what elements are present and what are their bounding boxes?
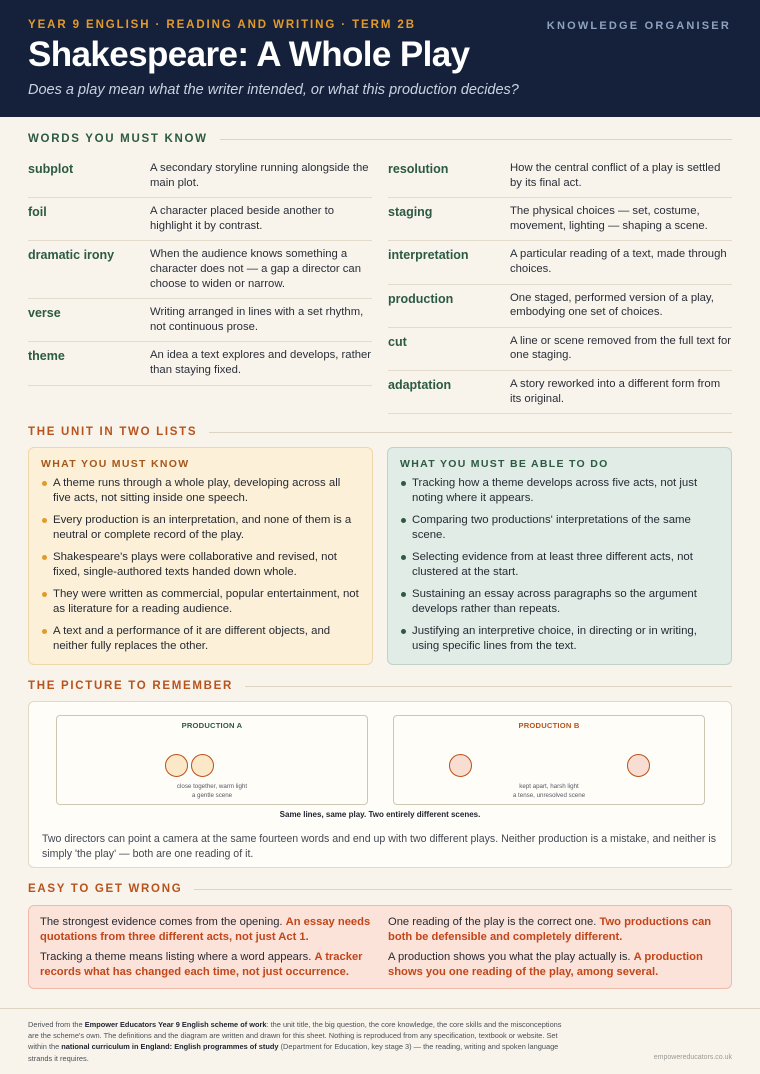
list-item-text: A text and a performance of it are different objects, and neither fully replaces the other.: [53, 625, 331, 652]
misconception-text: Tracking a theme means listing where a word appears.: [40, 951, 312, 963]
correction-text: A production shows you one reading of the play, among several.: [388, 951, 703, 978]
vocab-row: [388, 285, 732, 328]
vocab-row: [388, 155, 732, 198]
must-do-list: [400, 476, 719, 654]
correction-text: An essay needs quotations from three different acts, not just Act 1.: [40, 916, 371, 943]
bullet-icon: [401, 629, 406, 634]
list-item-text: Justifying an interpretive choice, in directing or in writing, using specific lines from the text.: [412, 625, 697, 652]
misconception-text: The strongest evidence comes from the opening.: [40, 916, 283, 928]
vocab-term: verse: [28, 306, 61, 321]
production-b-frame: [393, 715, 705, 805]
vocab-row: [388, 371, 732, 414]
vocab-column-left: [28, 155, 372, 414]
must-do-panel: [387, 447, 732, 665]
source-text: (Department for Education, key stage 3) — the reading, writing and spoken language strands it requires.: [28, 1042, 559, 1063]
diagram-explanation: Two directors can point a camera at the same fourteen words and end up with two different plays. Neither production is a mistake, and neither is simply 'the play' — both are one reading of it.: [42, 833, 717, 860]
production-a-caption: [57, 782, 367, 800]
production-a-frame: [56, 715, 368, 805]
list-item-text: A theme runs through a whole play, developing across all five acts, not sitting inside one speech.: [53, 477, 341, 504]
vocab-term: cut: [388, 334, 407, 349]
must-do-title: WHAT YOU MUST BE ABLE TO DO: [400, 458, 609, 470]
bullet-icon: [42, 629, 47, 634]
divider: [209, 432, 732, 433]
list-item: [41, 587, 360, 617]
bullet-icon: [401, 592, 406, 597]
production-b-caption-line: a tense, unresolved scene: [512, 792, 586, 799]
vocab-definition: A character placed beside another to highlight it by contrast.: [150, 205, 335, 232]
unit-section-heading: [28, 426, 732, 438]
vocab-row: [28, 241, 372, 299]
vocab-term: dramatic irony: [28, 248, 115, 263]
diagram-caption: Same lines, same play. Two entirely different scenes.: [279, 810, 481, 819]
list-item: [41, 550, 360, 580]
must-know-list: [41, 476, 360, 654]
bullet-icon: [42, 518, 47, 523]
vocab-row: [28, 198, 372, 241]
list-item: [41, 513, 360, 543]
vocab-row: [388, 241, 732, 284]
list-item-text: Sustaining an essay across paragraphs so the argument develops rather than repeats.: [412, 588, 697, 615]
vocab-definition: One staged, performed version of a play, embodying one set of choices.: [510, 291, 714, 319]
list-item-text: Tracking how a theme develops across five acts, not just noting where it appears.: [412, 477, 698, 504]
character-circle-icon: [165, 754, 188, 777]
list-item: [41, 476, 360, 506]
website-link[interactable]: empowereducators.co.uk: [653, 1054, 732, 1061]
vocab-term: adaptation: [388, 377, 452, 392]
source-note: [28, 1019, 573, 1064]
list-item: [400, 513, 719, 543]
bullet-icon: [42, 555, 47, 560]
vocab-term: production: [388, 291, 454, 306]
divider: [220, 139, 732, 140]
source-scheme-name: Empower Educators Year 9 English scheme of work: [84, 1020, 267, 1029]
vocab-row: [388, 328, 732, 371]
vocab-definition: A line or scene removed from the full text for one staging.: [510, 334, 732, 362]
list-item: [400, 476, 719, 506]
vocab-definition: A story reworked into a different form from its original.: [510, 377, 721, 405]
document-type-label: KNOWLEDGE ORGANISER: [546, 20, 731, 32]
list-item-text: Comparing two productions' interpretations of the same scene.: [412, 514, 691, 541]
divider: [245, 686, 732, 687]
footer-divider: [0, 1008, 760, 1009]
picture-diagram-card: [28, 701, 732, 868]
production-b-caption-line: kept apart, harsh light: [519, 783, 579, 790]
list-item: [41, 624, 360, 654]
character-circle-icon: [449, 754, 472, 777]
production-b-caption: [394, 782, 704, 800]
unit-heading-label: THE UNIT IN TWO LISTS: [28, 426, 198, 438]
bullet-icon: [401, 555, 406, 560]
must-know-title: WHAT YOU MUST KNOW: [41, 458, 190, 470]
vocab-term: resolution: [388, 162, 449, 176]
picture-section-heading: [28, 680, 732, 692]
source-text: : the unit title, the big question, the core knowledge, the core skills and the misconceptions are the scheme's own. The definitions and the diagram are written and drawn for this sheet. Nothing is reproduced from any specification, textbook or website. Set within the: [28, 1020, 562, 1052]
list-item: [400, 624, 719, 654]
vocab-row: [28, 155, 372, 198]
vocab-heading-label: WORDS YOU MUST KNOW: [28, 133, 208, 145]
bullet-icon: [401, 518, 406, 523]
vocab-term: foil: [28, 205, 47, 220]
misconceptions-panel: [28, 905, 732, 989]
vocab-term: theme: [28, 349, 65, 364]
header-banner: [0, 0, 760, 117]
picture-heading-label: THE PICTURE TO REMEMBER: [28, 680, 234, 692]
vocab-definition: How the central conflict of a play is settled by its final act.: [510, 162, 721, 189]
list-item: [400, 587, 719, 617]
page-title: Shakespeare: A Whole Play: [28, 35, 470, 74]
vocab-definition: The physical choices — set, costume, movement, lighting — shaping a scene.: [510, 205, 708, 232]
list-item-text: Every production is an interpretation, and none of them is a neutral or complete record of the play.: [53, 514, 352, 541]
vocab-definition: A particular reading of a text, made through choices.: [510, 248, 727, 275]
misconception-item: [388, 950, 728, 979]
curriculum-name: national curriculum in England: English programmes of study: [61, 1042, 279, 1052]
bullet-icon: [401, 481, 406, 486]
list-item-text: They were written as commercial, popular entertainment, not as literature for a reading audience.: [53, 588, 359, 615]
vocab-term: staging: [388, 205, 433, 220]
list-item-text: Shakespeare's plays were collaborative and revised, not fixed, single-authored texts handed down whole.: [53, 551, 337, 578]
vocab-definition: Writing arranged in lines with a set rhythm, not continuous prose.: [150, 306, 364, 333]
misconception-item: [388, 915, 728, 944]
vocab-term: interpretation: [388, 248, 469, 263]
production-b-title: PRODUCTION B: [518, 721, 580, 730]
character-circle-icon: [627, 754, 650, 777]
vocab-column-right: [388, 155, 732, 414]
list-item-text: Selecting evidence from at least three different acts, not clustered at the start.: [412, 551, 693, 578]
source-text: Derived from the: [28, 1020, 85, 1029]
vocab-table: [28, 155, 732, 414]
misconception-text: One reading of the play is the correct one.: [388, 916, 597, 928]
big-question: Does a play mean what the writer intended, or what this production decides?: [28, 82, 519, 98]
production-a-caption-line: a gentle scene: [191, 792, 233, 799]
correction-text: Two productions can both be defensible and completely different.: [388, 916, 712, 943]
wrong-section-heading: [28, 883, 732, 895]
misconception-text: A production shows you what the play actually is.: [388, 951, 631, 963]
divider: [194, 889, 732, 890]
production-a-caption-line: close together, warm light: [176, 783, 248, 790]
correction-text: A tracker records what has changed each time, not just occurrence.: [40, 951, 363, 978]
vocab-definition: A secondary storyline running alongside the main plot.: [150, 162, 369, 189]
bullet-icon: [42, 481, 47, 486]
list-item: [400, 550, 719, 580]
must-know-panel: [28, 447, 373, 665]
misconception-item: [40, 950, 380, 979]
vocab-definition: An idea a text explores and develops, rather than staying fixed.: [150, 349, 372, 376]
bullet-icon: [42, 592, 47, 597]
course-eyebrow: YEAR 9 ENGLISH · READING AND WRITING · TERM 2B: [28, 19, 416, 31]
vocab-row: [28, 299, 372, 342]
vocab-term: subplot: [28, 162, 74, 176]
production-a-title: PRODUCTION A: [181, 721, 243, 730]
vocab-row: [388, 198, 732, 241]
vocab-section-heading: [28, 133, 732, 145]
vocab-row: [28, 342, 372, 385]
wrong-heading-label: EASY TO GET WRONG: [28, 883, 183, 895]
character-circle-icon: [191, 754, 214, 777]
misconception-item: [40, 915, 380, 944]
vocab-definition: When the audience knows something a character does not — a gap a director can choose to widen or narrow.: [150, 248, 361, 290]
